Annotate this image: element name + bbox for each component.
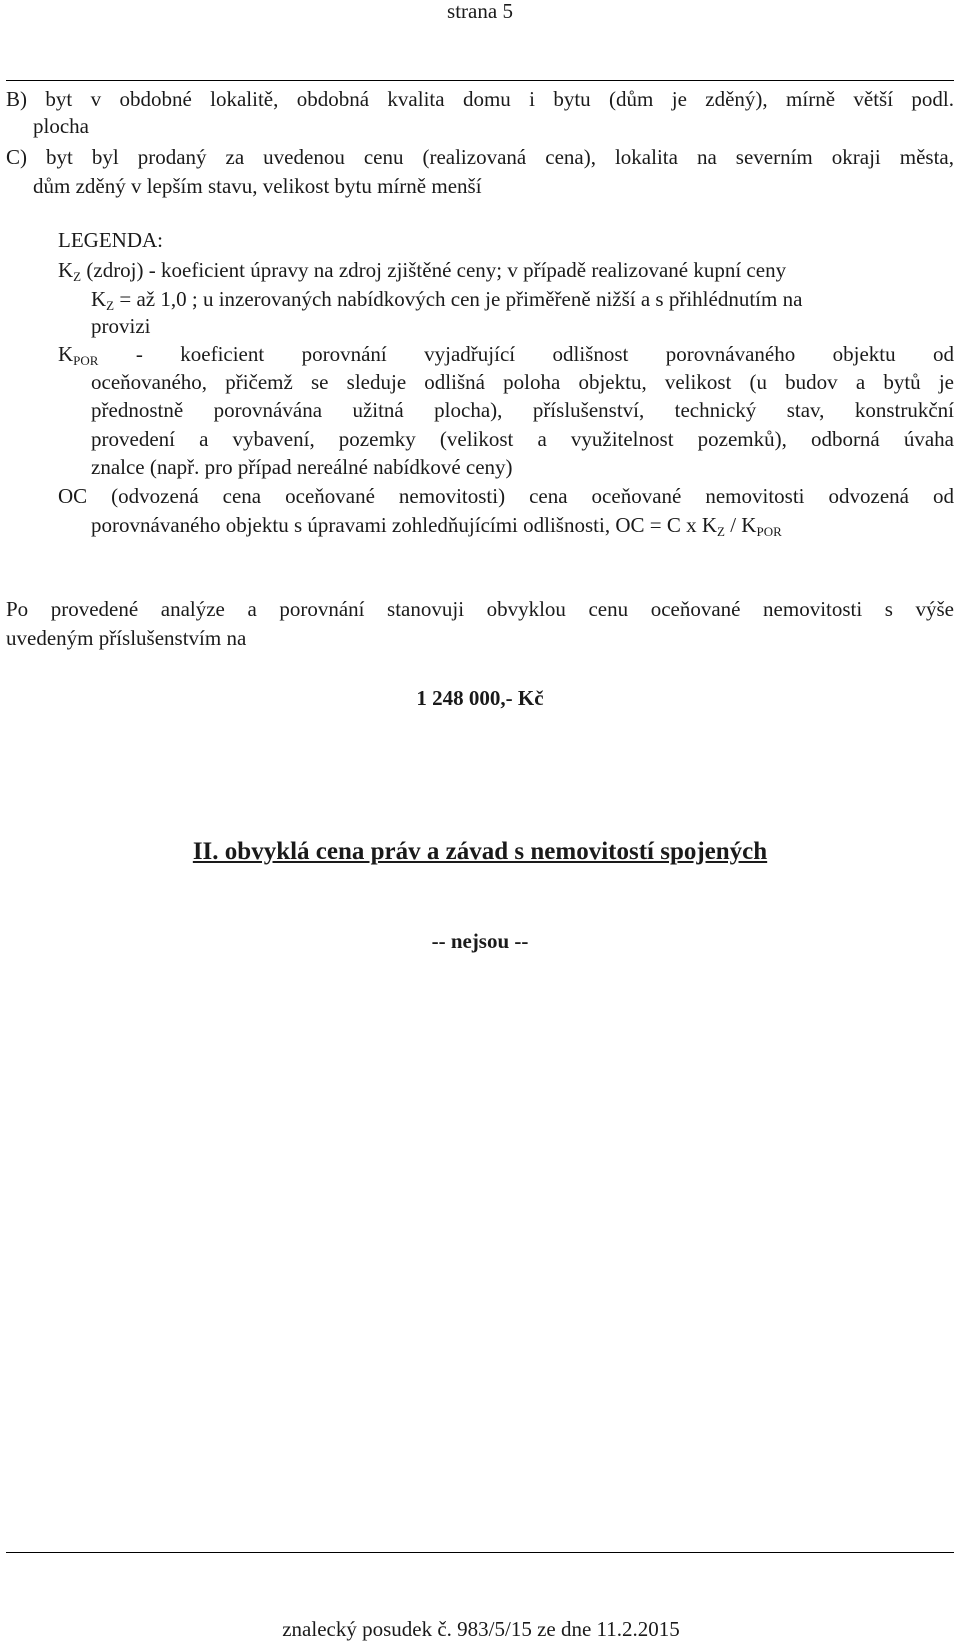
kz-symbol: K	[58, 258, 74, 282]
legend-kpor-line4: provedení a vybavení, pozemky (velikost a využitelnost pozemků), odborná úvaha	[91, 427, 954, 451]
kz-text: (zdroj) - koeficient úpravy na zdroj zjištěné ceny; v případě realizované kupní ceny	[81, 258, 787, 282]
oc-sub-por: POR	[756, 524, 782, 539]
conclusion-line1: Po provedené analýze a porovnání stanovuji obvyklou cenu oceňované nemovitosti s výše	[6, 597, 954, 621]
page-number: strana 5	[447, 0, 513, 23]
legend-oc-line2	[91, 511, 782, 539]
kpor-text: - koeficient porovnání vyjadřující odlišnost porovnávaného objektu od	[98, 342, 954, 366]
price-value: 1 248 000,- Kč	[416, 686, 544, 710]
footer-text: znalecký posudek č. 983/5/15 ze dne 11.2.2015	[282, 1617, 680, 1641]
legend-kz-line1	[58, 256, 786, 284]
legend-kpor-line1	[58, 340, 954, 368]
legend-kz-line2	[91, 285, 802, 313]
legend-kpor-line3: přednostně porovnávána užitná plocha), příslušenství, technický stav, konstrukční	[91, 398, 954, 422]
oc-sub-z: Z	[717, 524, 725, 539]
kpor-subscript: POR	[73, 353, 99, 368]
kz2-symbol: K	[91, 287, 107, 311]
legend-kpor-line2: oceňovaného, přičemž se sleduje odlišná poloha objektu, velikost (u budov a bytů je	[91, 370, 954, 394]
kz-subscript: Z	[73, 269, 82, 284]
legend-title: LEGENDA:	[58, 228, 163, 252]
section-none-text: -- nejsou --	[431, 929, 529, 953]
legend-kz-line3: provizi	[91, 314, 151, 338]
footer-divider	[6, 1552, 954, 1553]
oc-formula-text: porovnávaného objektu s úpravami zohledňujícími odlišnosti, OC = C x K	[91, 513, 718, 537]
section-heading: II. obvyklá cena práv a závad s nemovitostí spojených	[192, 838, 768, 865]
item-c-line1: C) byt byl prodaný za uvedenou cenu (realizovaná cena), lokalita na severním okraji města,	[6, 145, 954, 169]
legend-kpor-line5: znalce (např. pro případ nereálné nabídkové ceny)	[91, 455, 513, 479]
kpor-symbol: K	[58, 342, 74, 366]
item-b-line1: B) byt v obdobné lokalitě, obdobná kvalita domu i bytu (dům je zděný), mírně větší podl.	[6, 87, 954, 111]
oc-formula-slash: / K	[724, 513, 757, 537]
legend-oc-line1: OC (odvozená cena oceňované nemovitosti) cena oceňované nemovitosti odvozená od	[58, 484, 954, 508]
item-b-line2: plocha	[33, 114, 89, 138]
header-divider	[6, 80, 954, 81]
kz2-text: = až 1,0 ; u inzerovaných nabídkových cen je přiměřeně nižší a s přihlédnutím na	[114, 287, 803, 311]
item-c-line2: dům zděný v lepším stavu, velikost bytu mírně menší	[33, 174, 482, 198]
kz2-subscript: Z	[106, 298, 115, 313]
conclusion-line2: uvedeným příslušenstvím na	[6, 626, 247, 650]
